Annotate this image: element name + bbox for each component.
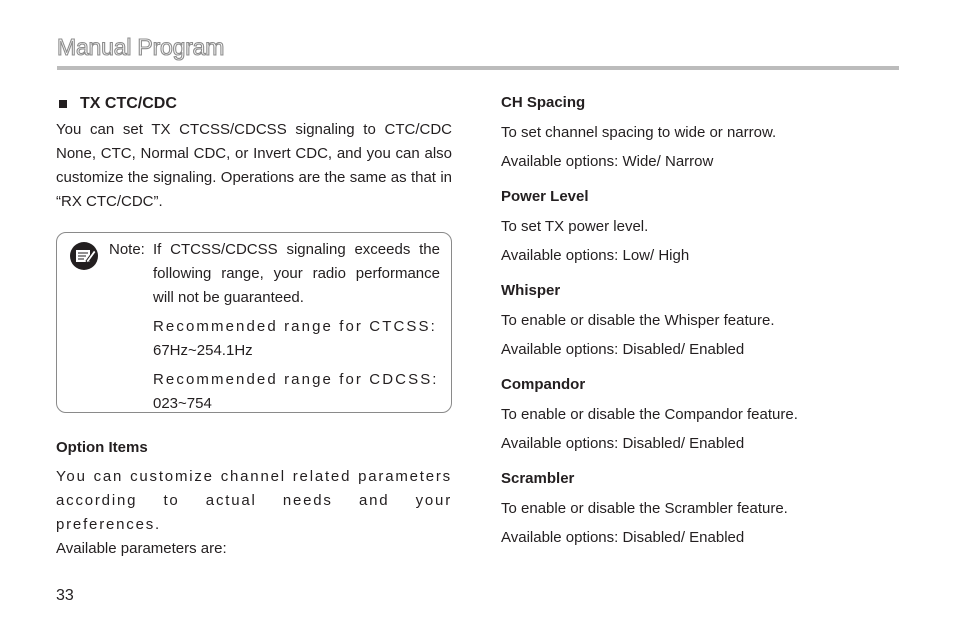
option-item-title: Power Level xyxy=(501,188,589,205)
tx-ctc-cdc-title: TX CTC/CDC xyxy=(80,95,177,112)
cdcss-range-label: Recommended range for CDCSS: xyxy=(153,371,439,388)
square-bullet-icon xyxy=(59,100,67,108)
option-item-description: To enable or disable the Scrambler feature. xyxy=(501,500,788,517)
option-items-body: You can customize channel related parameters according to actual needs and your preferences. xyxy=(56,468,452,533)
option-item-options: Available options: Wide/ Narrow xyxy=(501,153,714,170)
option-item-options: Available options: Disabled/ Enabled xyxy=(501,435,745,452)
note-label: Note: xyxy=(109,241,145,258)
option-item xyxy=(501,470,901,564)
option-item-options: Available options: Low/ High xyxy=(501,247,690,264)
option-item-options: Available options: Disabled/ Enabled xyxy=(501,529,745,546)
option-item-description: To enable or disable the Compandor feature. xyxy=(501,406,798,423)
option-item-description: To set channel spacing to wide or narrow. xyxy=(501,124,777,141)
ctcss-range-value: 67Hz~254.1Hz xyxy=(153,342,253,359)
option-item xyxy=(501,188,901,282)
note-pencil-icon xyxy=(69,241,99,271)
tx-ctc-cdc-body: You can set TX CTCSS/CDCSS signaling to CTC/CDC None, CTC, Normal CDC, or Invert CDC, and you can also customize the signaling. Operations are the same as that in “RX CTC/CDC”. xyxy=(56,121,452,210)
option-item-description: To set TX power level. xyxy=(501,218,649,235)
option-items-text xyxy=(56,465,452,561)
option-item-options: Available options: Disabled/ Enabled xyxy=(501,341,745,358)
option-items-heading: Option Items xyxy=(56,439,148,456)
option-item-title: CH Spacing xyxy=(501,94,586,111)
option-item-title: Whisper xyxy=(501,282,561,299)
left-column xyxy=(56,94,452,214)
option-item xyxy=(501,282,901,376)
page-number: 33 xyxy=(56,587,74,604)
option-item xyxy=(501,376,901,470)
ctcss-range-label: Recommended range for CTCSS: xyxy=(153,318,437,335)
cdcss-range xyxy=(153,368,440,416)
option-items-body-2: Available parameters are: xyxy=(56,540,227,557)
page-header-title: Manual Program xyxy=(57,34,225,60)
cdcss-range-value: 023~754 xyxy=(153,395,212,412)
option-item xyxy=(501,94,901,188)
option-item-description: To enable or disable the Whisper feature. xyxy=(501,312,775,329)
note-box xyxy=(56,232,452,413)
header-rule xyxy=(57,66,899,70)
ctcss-range xyxy=(153,315,440,363)
note-text: If CTCSS/CDCSS signaling exceeds the following range, your radio performance will not be guaranteed. xyxy=(153,241,440,306)
option-item-title: Compandor xyxy=(501,376,586,393)
right-column xyxy=(501,94,901,564)
tx-ctc-cdc-heading xyxy=(56,94,452,114)
option-item-title: Scrambler xyxy=(501,470,575,487)
